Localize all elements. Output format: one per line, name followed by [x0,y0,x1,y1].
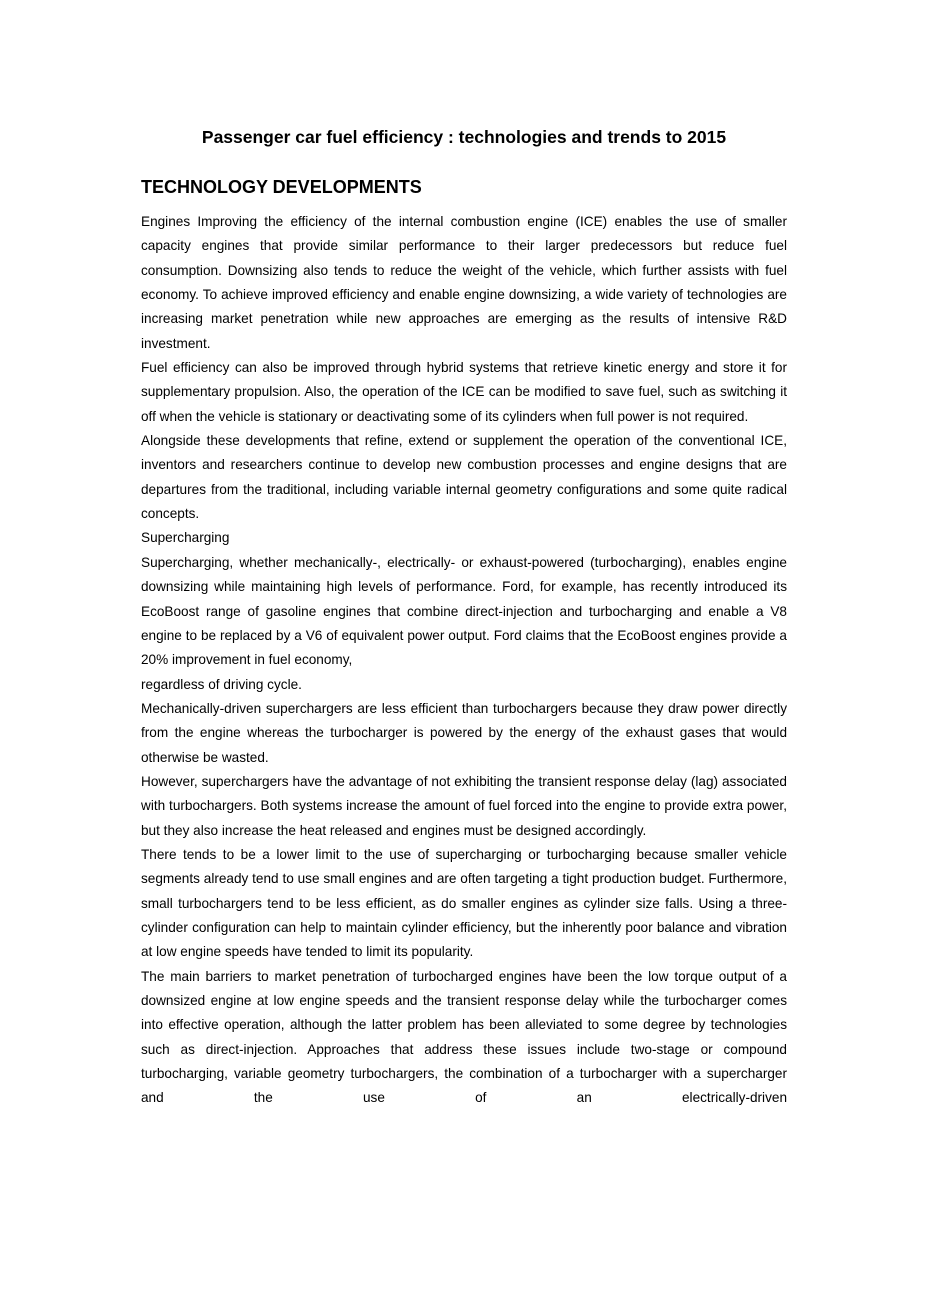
paragraph-driving-cycle: regardless of driving cycle. [141,676,302,692]
paragraph-hybrid-systems: Fuel efficiency can also be improved through hybrid systems that retrieve kinetic energy and store it for supplementary propulsion. Also, the operation of the ICE can be modified to save fuel, such as switching it off when the vehicle is stationary or deactivating some of its cylinders when full power is not required. [141,360,787,424]
body-text [141,210,787,1111]
paragraph-engines: Engines Improving the efficiency of the internal combustion engine (ICE) enables the use of smaller capacity engines that provide similar performance to their larger predecessors but reduce fuel consumption. Downsizing also tends to reduce the weight of the vehicle, which further assists with fuel economy. To achieve improved efficiency and enable engine downsizing, a wide variety of technologies are increasing market penetration while new approaches are emerging as the results of intensive R&D investment. [141,214,787,351]
document-title: Passenger car fuel efficiency : technologies and trends to 2015 [201,127,727,147]
paragraph-main-barriers: The main barriers to market penetration of turbocharged engines have been the low torque output of a downsized engine at low engine speeds and the transient response delay while the turbocharger comes into effective operation, although the latter problem has been alleviated to some degree by technologies such as direct-injection. Approaches that address these issues include two-stage or compound turbocharging, variable geometry turbochargers, the combination of a turbocharger with a supercharger and the use of an electrically-driven [141,968,787,1106]
paragraph-mechanically-driven: Mechanically-driven superchargers are less efficient than turbochargers because they draw power directly from the engine whereas the turbocharger is powered by the energy of the exhaust gases that would otherwise be wasted. [141,700,787,765]
section-heading: TECHNOLOGY DEVELOPMENTS [141,177,422,197]
paragraph-lower-limit: There tends to be a lower limit to the use of supercharging or turbocharging because smaller vehicle segments already tend to use small engines and are often targeting a tight production budget. Furthermore, small turbochargers tend to be less efficient, as do smaller engines as cylinder size falls. Using a three-cylinder configuration can help to maintain cylinder efficiency, but the inherently poor balance and vibration at low engine speeds have tended to limit its popularity. [141,846,787,960]
subheading-supercharging: Supercharging [141,530,230,546]
paragraph-supercharging-intro: Supercharging, whether mechanically-, electrically- or exhaust-powered (turbocharging), enables engine downsizing while maintaining high levels of performance. Ford, for example, has recently introduced its EcoBoost range of gasoline engines that combine direct-injection and turbocharging and enable a V8 engine to be replaced by a V6 of equivalent power output. Ford claims that the EcoBoost engines provide a 20% improvement in fuel economy, [141,554,787,668]
paragraph-alongside-developments: Alongside these developments that refine, extend or supplement the operation of the conventional ICE, inventors and researchers continue to develop new combustion processes and engine designs that are departures from the traditional, including variable internal geometry configurations and some quite radical concepts. [141,433,787,522]
paragraph-superchargers-advantage: However, superchargers have the advantage of not exhibiting the transient response delay (lag) associated with turbochargers. Both systems increase the amount of fuel forced into the engine to provide extra power, but they also increase the heat released and engines must be designed accordingly. [141,773,787,838]
